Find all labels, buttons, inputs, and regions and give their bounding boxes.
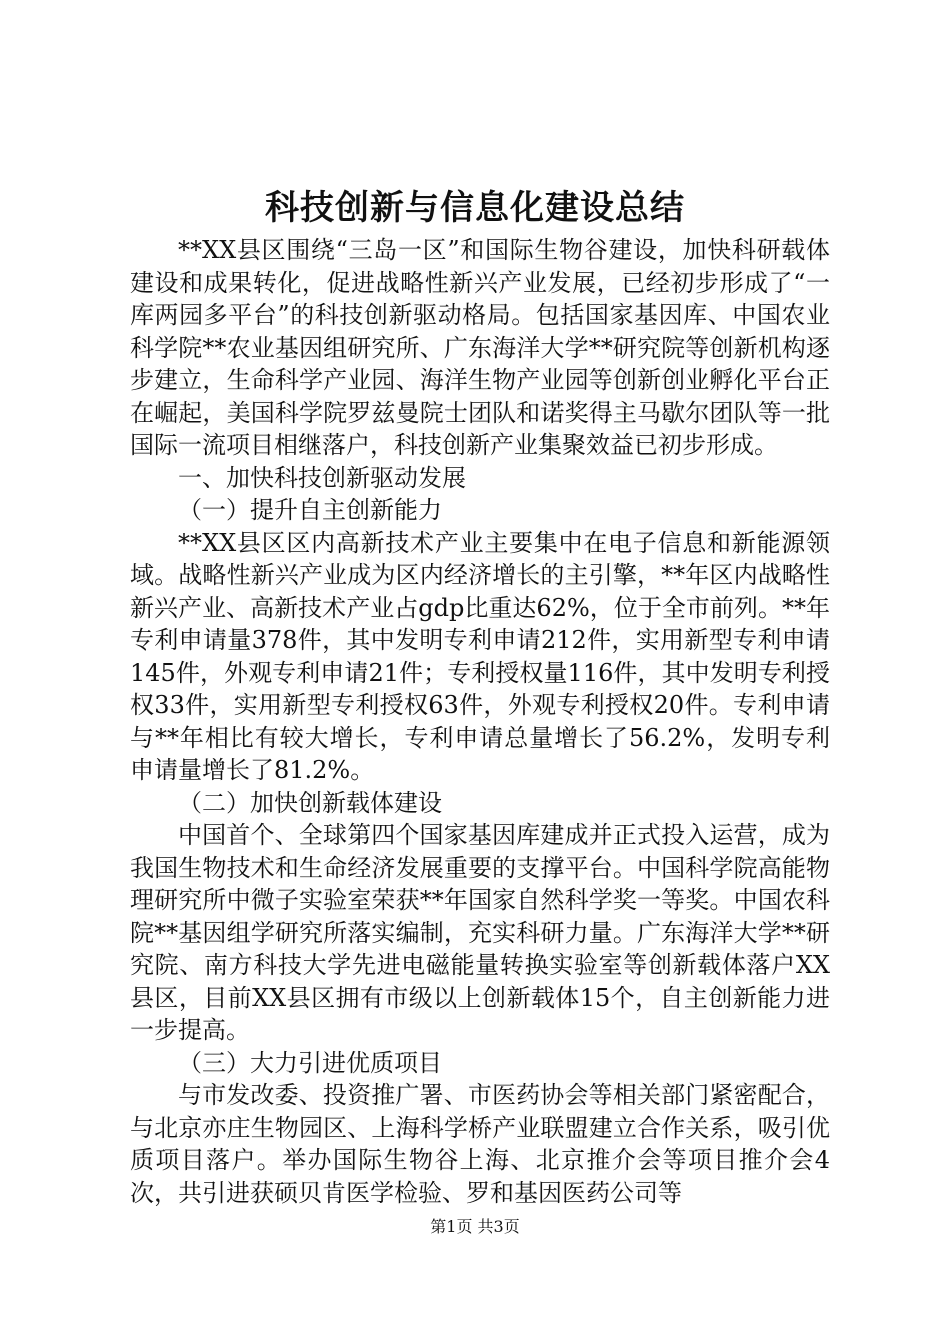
document-body xyxy=(130,234,830,1209)
paragraph-innovation-carriers: 中国首个、全球第四个国家基因库建成并正式投入运营，成为我国生物技术和生命经济发展重要的支撑平台。中国科学院高能物理研究所中微子实验室荣获**年国家自然科学奖一等奖。中国农科院**基因组学研究所落实编制，充实科研力量。广东海洋大学**研究院、南方科技大学先进电磁能量转换实验室等创新载体落户XX县区，目前XX县区拥有市级以上创新载体15个，自主创新能力进一步提高。 xyxy=(130,821,830,1044)
intro-paragraph: **XX县区围绕“三岛一区”和国际生物谷建设，加快科研载体建设和成果转化，促进战略性新兴产业发展，已经初步形成了“一库两园多平台”的科技创新驱动格局。包括国家基因库、中国农业科学院**农业基因组研究所、广东海洋大学**研究院等创新机构逐步建立，生命科学产业园、海洋生物产业园等创新创业孵化平台正在崛起，美国科学院罗兹曼院士团队和诺奖得主马歇尔团队等一批国际一流项目相继落户，科技创新产业集聚效益已初步形成。 xyxy=(130,236,830,459)
paragraph-innovation-capacity: **XX县区区内高新技术产业主要集中在电子信息和新能源领域。战略性新兴产业成为区内经济增长的主引擎，**年区内战略性新兴产业、高新技术产业占gdp比重达62%，位于全市前列。**年专利申请量378件，其中发明专利申请212件，实用新型专利申请145件，外观专利申请21件；专利授权量116件，其中发明专利授权33件，实用新型专利授权63件，外观专利授权20件。专利申请与**年相比有较大增长，专利申请总量增长了56.2%，发明专利申请量增长了81.2%。 xyxy=(130,528,830,784)
section-heading-1: 一、加快科技创新驱动发展 xyxy=(178,463,466,492)
subsection-heading-2: （二）加快创新载体建设 xyxy=(178,788,442,817)
document-title: 科技创新与信息化建设总结 xyxy=(265,188,685,228)
paragraph-project-introduction: 与市发改委、投资推广署、市医药协会等相关部门紧密配合，与北京亦庄生物园区、上海科学桥产业联盟建立合作关系，吸引优质项目落户。举办国际生物谷上海、北京推介会等项目推介会4次，共引进获硕贝肯医学检验、罗和基因医药公司等 xyxy=(130,1081,830,1207)
subsection-heading-3: （三）大力引进优质项目 xyxy=(178,1048,442,1077)
page-number-footer: 第1页 共3页 xyxy=(430,1217,520,1236)
subsection-heading-1: （一）提升自主创新能力 xyxy=(178,496,442,524)
